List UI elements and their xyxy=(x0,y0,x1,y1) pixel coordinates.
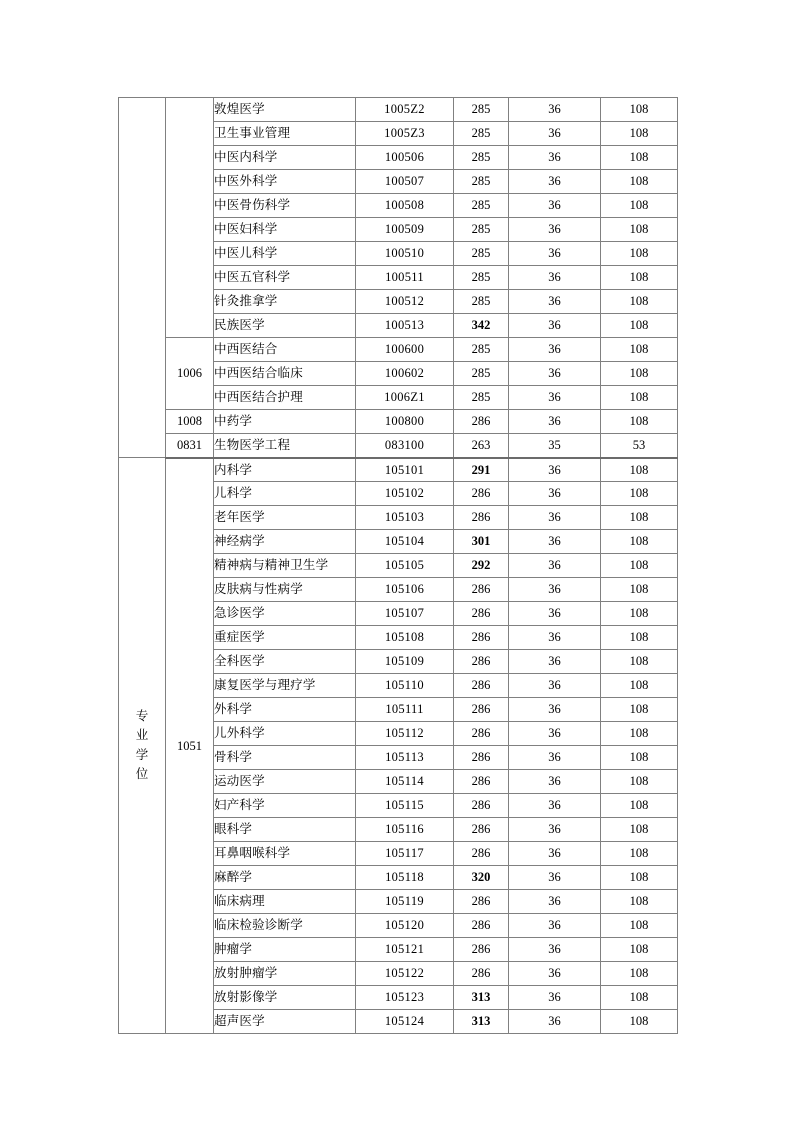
subject-score-1-cell: 36 xyxy=(509,122,601,146)
major-code-cell: 105119 xyxy=(356,890,454,914)
subject-score-1-cell: 36 xyxy=(509,962,601,986)
major-code-cell: 105110 xyxy=(356,674,454,698)
subject-score-1-cell: 36 xyxy=(509,386,601,410)
category-cell xyxy=(119,458,166,1034)
subject-score-1-cell: 36 xyxy=(509,770,601,794)
major-code-cell: 105122 xyxy=(356,962,454,986)
score-value-bold: 292 xyxy=(471,558,491,573)
subject-score-2-cell: 108 xyxy=(601,650,678,674)
subject-score-2-cell: 108 xyxy=(601,914,678,938)
subject-score-1-cell: 36 xyxy=(509,746,601,770)
subject-score-1-cell: 36 xyxy=(509,938,601,962)
category-label-char: 位 xyxy=(135,766,149,781)
major-code-cell: 083100 xyxy=(356,434,454,458)
total-score-cell xyxy=(454,986,509,1010)
subject-score-1-cell: 36 xyxy=(509,146,601,170)
subject-score-1-cell: 36 xyxy=(509,554,601,578)
subject-score-1-cell: 36 xyxy=(509,314,601,338)
major-code-cell: 105124 xyxy=(356,1010,454,1034)
total-score-cell: 286 xyxy=(454,842,509,866)
subject-score-1-cell: 36 xyxy=(509,290,601,314)
major-name-cell: 老年医学 xyxy=(214,506,356,530)
score-value-bold: 313 xyxy=(471,990,491,1005)
subject-score-2-cell: 108 xyxy=(601,530,678,554)
major-name-cell: 卫生事业管理 xyxy=(214,122,356,146)
major-code-cell: 105106 xyxy=(356,578,454,602)
discipline-code-cell: 1008 xyxy=(166,410,214,434)
major-code-cell: 105108 xyxy=(356,626,454,650)
total-score-cell: 285 xyxy=(454,170,509,194)
subject-score-1-cell: 36 xyxy=(509,458,601,482)
category-label-char: 业 xyxy=(135,728,149,743)
major-name-cell: 急诊医学 xyxy=(214,602,356,626)
major-code-cell: 105111 xyxy=(356,698,454,722)
total-score-cell: 286 xyxy=(454,578,509,602)
major-code-cell: 105109 xyxy=(356,650,454,674)
subject-score-1-cell: 35 xyxy=(509,434,601,458)
total-score-cell: 286 xyxy=(454,506,509,530)
category-label-vertical xyxy=(119,707,165,785)
major-name-cell: 中医内科学 xyxy=(214,146,356,170)
category-cell xyxy=(119,98,166,458)
subject-score-1-cell: 36 xyxy=(509,986,601,1010)
total-score-cell xyxy=(454,458,509,482)
table-row xyxy=(119,338,678,362)
subject-score-2-cell: 108 xyxy=(601,962,678,986)
subject-score-1-cell: 36 xyxy=(509,866,601,890)
major-code-cell: 105116 xyxy=(356,818,454,842)
total-score-cell xyxy=(454,530,509,554)
total-score-cell: 286 xyxy=(454,722,509,746)
major-name-cell: 神经病学 xyxy=(214,530,356,554)
major-name-cell: 中药学 xyxy=(214,410,356,434)
major-name-cell: 骨科学 xyxy=(214,746,356,770)
total-score-cell: 285 xyxy=(454,362,509,386)
subject-score-1-cell: 36 xyxy=(509,194,601,218)
major-code-cell: 100513 xyxy=(356,314,454,338)
major-name-cell: 皮肤病与性病学 xyxy=(214,578,356,602)
major-name-cell: 中医骨伤科学 xyxy=(214,194,356,218)
score-value-bold: 313 xyxy=(471,1014,491,1029)
discipline-code-cell: 1006 xyxy=(166,338,214,410)
subject-score-2-cell: 108 xyxy=(601,578,678,602)
major-code-cell: 100800 xyxy=(356,410,454,434)
total-score-cell: 285 xyxy=(454,290,509,314)
major-code-cell: 100508 xyxy=(356,194,454,218)
subject-score-2-cell: 108 xyxy=(601,194,678,218)
major-code-cell: 100509 xyxy=(356,218,454,242)
total-score-cell: 286 xyxy=(454,602,509,626)
major-name-cell: 中西医结合临床 xyxy=(214,362,356,386)
total-score-cell: 286 xyxy=(454,938,509,962)
subject-score-1-cell: 36 xyxy=(509,170,601,194)
subject-score-2-cell: 108 xyxy=(601,746,678,770)
major-name-cell: 麻醉学 xyxy=(214,866,356,890)
major-name-cell: 放射肿瘤学 xyxy=(214,962,356,986)
subject-score-1-cell: 36 xyxy=(509,482,601,506)
major-name-cell: 全科医学 xyxy=(214,650,356,674)
total-score-cell: 286 xyxy=(454,794,509,818)
subject-score-1-cell: 36 xyxy=(509,506,601,530)
major-code-cell: 105113 xyxy=(356,746,454,770)
major-code-cell: 100510 xyxy=(356,242,454,266)
subject-score-1-cell: 36 xyxy=(509,530,601,554)
major-code-cell: 1005Z2 xyxy=(356,98,454,122)
subject-score-1-cell: 36 xyxy=(509,650,601,674)
subject-score-1-cell: 36 xyxy=(509,266,601,290)
total-score-cell: 285 xyxy=(454,146,509,170)
subject-score-2-cell: 108 xyxy=(601,266,678,290)
major-name-cell: 放射影像学 xyxy=(214,986,356,1010)
major-name-cell: 内科学 xyxy=(214,458,356,482)
admission-score-table xyxy=(118,97,678,1034)
table-row xyxy=(119,410,678,434)
subject-score-1-cell: 36 xyxy=(509,794,601,818)
major-code-cell: 105104 xyxy=(356,530,454,554)
subject-score-1-cell: 36 xyxy=(509,242,601,266)
subject-score-2-cell: 108 xyxy=(601,98,678,122)
category-label-char: 专 xyxy=(135,708,149,723)
subject-score-2-cell: 108 xyxy=(601,338,678,362)
subject-score-2-cell: 108 xyxy=(601,458,678,482)
total-score-cell: 285 xyxy=(454,338,509,362)
subject-score-2-cell: 108 xyxy=(601,314,678,338)
major-name-cell: 民族医学 xyxy=(214,314,356,338)
total-score-cell: 286 xyxy=(454,626,509,650)
subject-score-1-cell: 36 xyxy=(509,218,601,242)
total-score-cell: 286 xyxy=(454,770,509,794)
major-name-cell: 中医外科学 xyxy=(214,170,356,194)
major-name-cell: 中医妇科学 xyxy=(214,218,356,242)
subject-score-2-cell: 53 xyxy=(601,434,678,458)
major-code-cell: 105120 xyxy=(356,914,454,938)
major-name-cell: 耳鼻咽喉科学 xyxy=(214,842,356,866)
total-score-cell: 285 xyxy=(454,386,509,410)
major-code-cell: 105121 xyxy=(356,938,454,962)
subject-score-1-cell: 36 xyxy=(509,578,601,602)
total-score-cell: 285 xyxy=(454,218,509,242)
subject-score-1-cell: 36 xyxy=(509,698,601,722)
subject-score-2-cell: 108 xyxy=(601,770,678,794)
table-row xyxy=(119,434,678,458)
subject-score-2-cell: 108 xyxy=(601,890,678,914)
major-code-cell: 100507 xyxy=(356,170,454,194)
subject-score-1-cell: 36 xyxy=(509,818,601,842)
subject-score-1-cell: 36 xyxy=(509,338,601,362)
subject-score-2-cell: 108 xyxy=(601,506,678,530)
subject-score-1-cell: 36 xyxy=(509,1010,601,1034)
major-code-cell: 105123 xyxy=(356,986,454,1010)
major-name-cell: 儿外科学 xyxy=(214,722,356,746)
subject-score-2-cell: 108 xyxy=(601,170,678,194)
major-code-cell: 105114 xyxy=(356,770,454,794)
total-score-cell xyxy=(454,1010,509,1034)
total-score-cell: 285 xyxy=(454,266,509,290)
subject-score-2-cell: 108 xyxy=(601,842,678,866)
total-score-cell: 263 xyxy=(454,434,509,458)
subject-score-1-cell: 36 xyxy=(509,674,601,698)
major-code-cell: 105112 xyxy=(356,722,454,746)
total-score-cell: 286 xyxy=(454,674,509,698)
major-name-cell: 中医五官科学 xyxy=(214,266,356,290)
total-score-cell xyxy=(454,314,509,338)
subject-score-2-cell: 108 xyxy=(601,794,678,818)
subject-score-1-cell: 36 xyxy=(509,842,601,866)
subject-score-2-cell: 108 xyxy=(601,938,678,962)
subject-score-2-cell: 108 xyxy=(601,218,678,242)
major-code-cell: 105118 xyxy=(356,866,454,890)
total-score-cell: 286 xyxy=(454,914,509,938)
subject-score-1-cell: 36 xyxy=(509,626,601,650)
table-row xyxy=(119,98,678,122)
major-name-cell: 敦煌医学 xyxy=(214,98,356,122)
total-score-cell: 285 xyxy=(454,122,509,146)
subject-score-2-cell: 108 xyxy=(601,602,678,626)
total-score-cell: 286 xyxy=(454,698,509,722)
major-name-cell: 妇产科学 xyxy=(214,794,356,818)
major-name-cell: 中西医结合护理 xyxy=(214,386,356,410)
major-name-cell: 儿科学 xyxy=(214,482,356,506)
subject-score-2-cell: 108 xyxy=(601,1010,678,1034)
total-score-cell xyxy=(454,554,509,578)
subject-score-2-cell: 108 xyxy=(601,122,678,146)
subject-score-1-cell: 36 xyxy=(509,890,601,914)
major-code-cell: 100602 xyxy=(356,362,454,386)
score-value-bold: 342 xyxy=(471,318,491,333)
subject-score-2-cell: 108 xyxy=(601,242,678,266)
major-name-cell: 运动医学 xyxy=(214,770,356,794)
subject-score-1-cell: 36 xyxy=(509,914,601,938)
subject-score-1-cell: 36 xyxy=(509,362,601,386)
major-code-cell: 105117 xyxy=(356,842,454,866)
major-name-cell: 外科学 xyxy=(214,698,356,722)
major-name-cell: 超声医学 xyxy=(214,1010,356,1034)
major-code-cell: 100600 xyxy=(356,338,454,362)
subject-score-2-cell: 108 xyxy=(601,410,678,434)
subject-score-2-cell: 108 xyxy=(601,482,678,506)
table-row xyxy=(119,458,678,482)
subject-score-1-cell: 36 xyxy=(509,722,601,746)
total-score-cell: 286 xyxy=(454,410,509,434)
discipline-code-cell: 0831 xyxy=(166,434,214,458)
major-code-cell: 100511 xyxy=(356,266,454,290)
major-name-cell: 重症医学 xyxy=(214,626,356,650)
score-value-bold: 301 xyxy=(471,534,491,549)
major-name-cell: 临床病理 xyxy=(214,890,356,914)
table-body xyxy=(119,98,678,1034)
score-value-bold: 291 xyxy=(471,462,491,477)
major-name-cell: 康复医学与理疗学 xyxy=(214,674,356,698)
major-name-cell: 中西医结合 xyxy=(214,338,356,362)
major-code-cell: 1005Z3 xyxy=(356,122,454,146)
subject-score-2-cell: 108 xyxy=(601,386,678,410)
major-name-cell: 临床检验诊断学 xyxy=(214,914,356,938)
subject-score-2-cell: 108 xyxy=(601,626,678,650)
major-code-cell: 105105 xyxy=(356,554,454,578)
score-value-bold: 320 xyxy=(471,870,491,885)
major-code-cell: 105115 xyxy=(356,794,454,818)
total-score-cell: 286 xyxy=(454,650,509,674)
subject-score-2-cell: 108 xyxy=(601,866,678,890)
subject-score-2-cell: 108 xyxy=(601,698,678,722)
total-score-cell: 286 xyxy=(454,890,509,914)
discipline-code-cell: 1051 xyxy=(166,458,214,1034)
major-code-cell: 1006Z1 xyxy=(356,386,454,410)
subject-score-2-cell: 108 xyxy=(601,290,678,314)
major-code-cell: 100512 xyxy=(356,290,454,314)
total-score-cell: 286 xyxy=(454,962,509,986)
total-score-cell: 286 xyxy=(454,482,509,506)
major-code-cell: 100506 xyxy=(356,146,454,170)
subject-score-2-cell: 108 xyxy=(601,986,678,1010)
major-name-cell: 生物医学工程 xyxy=(214,434,356,458)
major-code-cell: 105101 xyxy=(356,458,454,482)
category-label-char: 学 xyxy=(135,747,149,762)
major-name-cell: 肿瘤学 xyxy=(214,938,356,962)
total-score-cell xyxy=(454,866,509,890)
total-score-cell: 285 xyxy=(454,98,509,122)
major-code-cell: 105103 xyxy=(356,506,454,530)
major-code-cell: 105107 xyxy=(356,602,454,626)
subject-score-2-cell: 108 xyxy=(601,362,678,386)
total-score-cell: 285 xyxy=(454,194,509,218)
subject-score-2-cell: 108 xyxy=(601,674,678,698)
major-name-cell: 中医儿科学 xyxy=(214,242,356,266)
total-score-cell: 285 xyxy=(454,242,509,266)
total-score-cell: 286 xyxy=(454,746,509,770)
major-name-cell: 眼科学 xyxy=(214,818,356,842)
major-code-cell: 105102 xyxy=(356,482,454,506)
total-score-cell: 286 xyxy=(454,818,509,842)
subject-score-1-cell: 36 xyxy=(509,602,601,626)
major-name-cell: 针灸推拿学 xyxy=(214,290,356,314)
subject-score-2-cell: 108 xyxy=(601,554,678,578)
discipline-code-cell xyxy=(166,98,214,338)
major-name-cell: 精神病与精神卫生学 xyxy=(214,554,356,578)
subject-score-2-cell: 108 xyxy=(601,818,678,842)
subject-score-2-cell: 108 xyxy=(601,146,678,170)
subject-score-1-cell: 36 xyxy=(509,98,601,122)
subject-score-2-cell: 108 xyxy=(601,722,678,746)
subject-score-1-cell: 36 xyxy=(509,410,601,434)
